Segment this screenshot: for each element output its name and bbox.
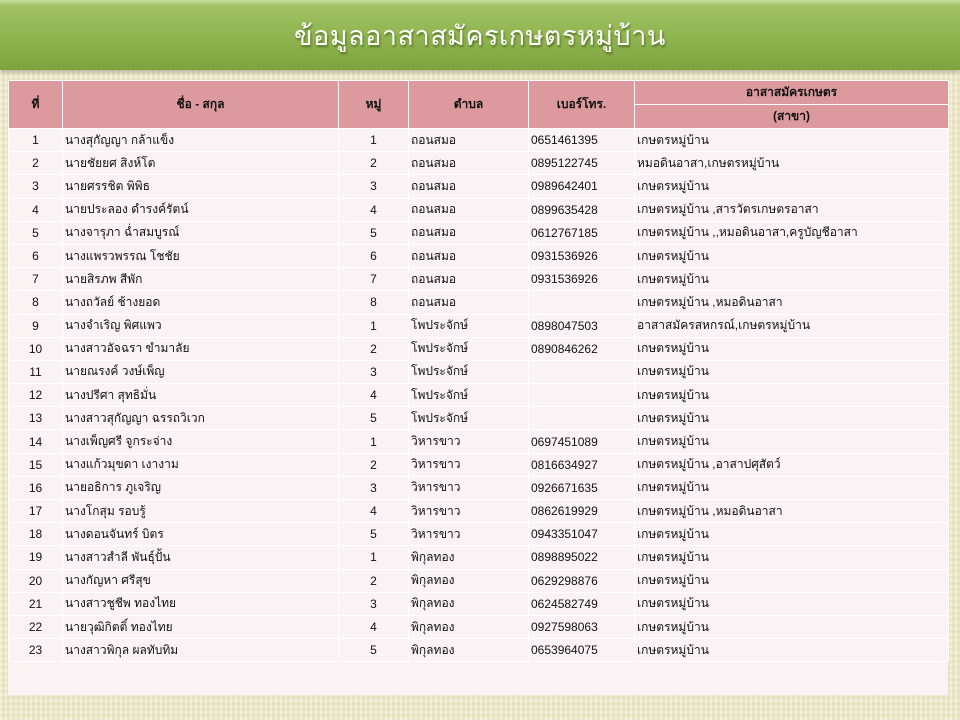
header-name: ชื่อ - สกุล [63, 81, 339, 129]
cell-branch: เกษตรหมู่บ้าน [635, 592, 949, 615]
cell-branch: เกษตรหมู่บ้าน [635, 523, 949, 546]
cell-subdistrict: ถอนสมอ [409, 221, 529, 244]
cell-branch: เกษตรหมู่บ้าน ,,หมอดินอาสา,ครูบัญชีอาสา [635, 221, 949, 244]
cell-no: 7 [9, 268, 63, 291]
cell-branch: เกษตรหมู่บ้าน ,หมอดินอาสา [635, 500, 949, 523]
table-row [9, 244, 949, 267]
cell-branch: เกษตรหมู่บ้าน [635, 268, 949, 291]
cell-phone [529, 384, 635, 407]
cell-no: 6 [9, 244, 63, 267]
table-row [9, 314, 949, 337]
cell-phone: 0612767185 [529, 221, 635, 244]
cell-phone: 0898047503 [529, 314, 635, 337]
cell-phone [529, 407, 635, 430]
title-banner [0, 0, 960, 70]
cell-village: 6 [339, 244, 409, 267]
cell-village: 3 [339, 476, 409, 499]
cell-name: นางจารุภา ฉ่ำสมบูรณ์ [63, 221, 339, 244]
cell-branch: เกษตรหมู่บ้าน [635, 476, 949, 499]
cell-name: นางสาวสำลี พันธุ์ปั้น [63, 546, 339, 569]
cell-subdistrict: ถอนสมอ [409, 129, 529, 152]
table-row [9, 152, 949, 175]
cell-subdistrict: ถอนสมอ [409, 268, 529, 291]
cell-branch: เกษตรหมู่บ้าน [635, 569, 949, 592]
table-row [9, 175, 949, 198]
cell-phone [529, 291, 635, 314]
cell-no: 22 [9, 615, 63, 638]
cell-name: นางสาวสุกัญญา ฉรรถวิเวก [63, 407, 339, 430]
cell-name: นายประลอง ดำรงค์รัตน์ [63, 198, 339, 221]
cell-phone: 0931536926 [529, 244, 635, 267]
table-row [9, 384, 949, 407]
cell-no: 8 [9, 291, 63, 314]
cell-phone: 0931536926 [529, 268, 635, 291]
cell-name: นางแก้วมุขดา เงางาม [63, 453, 339, 476]
cell-subdistrict: วิหารขาว [409, 453, 529, 476]
cell-branch: เกษตรหมู่บ้าน ,หมอดินอาสา [635, 291, 949, 314]
cell-subdistrict: ถอนสมอ [409, 291, 529, 314]
cell-village: 4 [339, 500, 409, 523]
cell-name: นางสาวชูชีพ ทองไทย [63, 592, 339, 615]
cell-subdistrict: พิกุลทอง [409, 592, 529, 615]
cell-name: นางสาวอัจฉรา ขำมาลัย [63, 337, 339, 360]
cell-no: 10 [9, 337, 63, 360]
table-row [9, 221, 949, 244]
cell-subdistrict: ถอนสมอ [409, 175, 529, 198]
cell-no: 9 [9, 314, 63, 337]
cell-no: 23 [9, 639, 63, 662]
cell-name: นางโกสุม รอบรู้ [63, 500, 339, 523]
cell-phone: 0926671635 [529, 476, 635, 499]
header-row [9, 81, 949, 105]
table-row [9, 500, 949, 523]
cell-name: นางแพรวพรรณ โชชัย [63, 244, 339, 267]
cell-no: 14 [9, 430, 63, 453]
cell-branch: เกษตรหมู่บ้าน [635, 639, 949, 662]
cell-branch: เกษตรหมู่บ้าน [635, 546, 949, 569]
cell-phone: 0816634927 [529, 453, 635, 476]
cell-branch: เกษตรหมู่บ้าน [635, 360, 949, 383]
cell-branch: หมอดินอาสา,เกษตรหมู่บ้าน [635, 152, 949, 175]
cell-subdistrict: ถอนสมอ [409, 198, 529, 221]
cell-branch: อาสาสมัครสหกรณ์,เกษตรหมู่บ้าน [635, 314, 949, 337]
table-row [9, 453, 949, 476]
cell-village: 3 [339, 592, 409, 615]
cell-village: 1 [339, 430, 409, 453]
table-row [9, 407, 949, 430]
header-no: ที่ [9, 81, 63, 129]
cell-village: 3 [339, 360, 409, 383]
cell-village: 7 [339, 268, 409, 291]
cell-village: 2 [339, 453, 409, 476]
cell-phone: 0943351047 [529, 523, 635, 546]
cell-no: 1 [9, 129, 63, 152]
table-row [9, 476, 949, 499]
header-phone: เบอร์โทร. [529, 81, 635, 129]
table-row [9, 430, 949, 453]
page-title: ข้อมูลอาสาสมัครเกษตรหมู่บ้าน [294, 20, 666, 52]
cell-phone: 0629298876 [529, 569, 635, 592]
cell-subdistrict: วิหารขาว [409, 476, 529, 499]
cell-branch: เกษตรหมู่บ้าน [635, 129, 949, 152]
cell-subdistrict: วิหารขาว [409, 523, 529, 546]
cell-no: 13 [9, 407, 63, 430]
header-branch: (สาขา) [635, 105, 949, 129]
table-row [9, 337, 949, 360]
cell-branch: เกษตรหมู่บ้าน ,อาสาปศุสัตว์ [635, 453, 949, 476]
cell-no: 3 [9, 175, 63, 198]
cell-village: 1 [339, 129, 409, 152]
cell-village: 2 [339, 152, 409, 175]
cell-phone: 0899635428 [529, 198, 635, 221]
cell-branch: เกษตรหมู่บ้าน [635, 615, 949, 638]
cell-name: นางดอนจันทร์ บิตร [63, 523, 339, 546]
cell-subdistrict: วิหารขาว [409, 430, 529, 453]
cell-phone: 0927598063 [529, 615, 635, 638]
table-row [9, 615, 949, 638]
header-village: หมู่ [339, 81, 409, 129]
cell-phone: 0624582749 [529, 592, 635, 615]
cell-name: นายศรรชิต พิพิธ [63, 175, 339, 198]
cell-phone: 0653964075 [529, 639, 635, 662]
table-row [9, 129, 949, 152]
cell-branch: เกษตรหมู่บ้าน ,สารวัตรเกษตรอาสา [635, 198, 949, 221]
cell-village: 4 [339, 384, 409, 407]
cell-name: นายวุฒิกิตติ์ ทองไทย [63, 615, 339, 638]
cell-subdistrict: ถอนสมอ [409, 152, 529, 175]
cell-village: 1 [339, 314, 409, 337]
header-subdistrict: ตำบล [409, 81, 529, 129]
cell-name: นายชัยยศ สิงห์โต [63, 152, 339, 175]
cell-subdistrict: โพประจักษ์ [409, 314, 529, 337]
cell-village: 1 [339, 546, 409, 569]
table-row [9, 198, 949, 221]
cell-village: 5 [339, 407, 409, 430]
cell-subdistrict: พิกุลทอง [409, 546, 529, 569]
table-row [9, 291, 949, 314]
header-volunteer: อาสาสมัครเกษตร [635, 81, 949, 105]
cell-no: 12 [9, 384, 63, 407]
cell-subdistrict: โพประจักษ์ [409, 407, 529, 430]
cell-village: 4 [339, 198, 409, 221]
cell-village: 5 [339, 639, 409, 662]
table-body [9, 129, 949, 662]
cell-phone: 0989642401 [529, 175, 635, 198]
cell-branch: เกษตรหมู่บ้าน [635, 244, 949, 267]
cell-branch: เกษตรหมู่บ้าน [635, 175, 949, 198]
table-row [9, 639, 949, 662]
cell-no: 18 [9, 523, 63, 546]
cell-subdistrict: โพประจักษ์ [409, 337, 529, 360]
table-row [9, 592, 949, 615]
cell-no: 2 [9, 152, 63, 175]
cell-name: นางสุกัญญา กล้าแข็ง [63, 129, 339, 152]
cell-subdistrict: พิกุลทอง [409, 639, 529, 662]
cell-name: นางสาวพิกุล ผลทับทิม [63, 639, 339, 662]
table-row [9, 268, 949, 291]
cell-subdistrict: โพประจักษ์ [409, 360, 529, 383]
table-row [9, 546, 949, 569]
cell-phone: 0651461395 [529, 129, 635, 152]
cell-name: นางปรีศา สุทธิมั่น [63, 384, 339, 407]
cell-subdistrict: พิกุลทอง [409, 615, 529, 638]
cell-name: นางกัญหา ศรีสุข [63, 569, 339, 592]
cell-branch: เกษตรหมู่บ้าน [635, 337, 949, 360]
cell-village: 3 [339, 175, 409, 198]
table-header [9, 81, 949, 129]
cell-name: นายสิรภพ สีพัก [63, 268, 339, 291]
cell-subdistrict: โพประจักษ์ [409, 384, 529, 407]
cell-no: 17 [9, 500, 63, 523]
cell-no: 11 [9, 360, 63, 383]
cell-phone [529, 360, 635, 383]
cell-phone: 0895122745 [529, 152, 635, 175]
cell-no: 16 [9, 476, 63, 499]
cell-village: 4 [339, 615, 409, 638]
cell-no: 19 [9, 546, 63, 569]
cell-name: นางถวัลย์ ช้างยอด [63, 291, 339, 314]
cell-name: นางจำเริญ พิศแพว [63, 314, 339, 337]
cell-village: 2 [339, 337, 409, 360]
cell-phone: 0898895022 [529, 546, 635, 569]
volunteer-table [8, 80, 949, 662]
cell-name: นายอธิการ ภูเจริญ [63, 476, 339, 499]
cell-no: 5 [9, 221, 63, 244]
cell-village: 8 [339, 291, 409, 314]
table-row [9, 569, 949, 592]
cell-no: 4 [9, 198, 63, 221]
cell-subdistrict: วิหารขาว [409, 500, 529, 523]
cell-branch: เกษตรหมู่บ้าน [635, 384, 949, 407]
volunteer-table-container [8, 80, 948, 695]
table-row [9, 523, 949, 546]
cell-phone: 0890846262 [529, 337, 635, 360]
cell-no: 20 [9, 569, 63, 592]
cell-branch: เกษตรหมู่บ้าน [635, 430, 949, 453]
cell-phone: 0862619929 [529, 500, 635, 523]
cell-no: 21 [9, 592, 63, 615]
cell-branch: เกษตรหมู่บ้าน [635, 407, 949, 430]
cell-subdistrict: พิกุลทอง [409, 569, 529, 592]
cell-village: 2 [339, 569, 409, 592]
cell-phone: 0697451089 [529, 430, 635, 453]
cell-name: นายณรงค์ วงษ์เพ็ญ [63, 360, 339, 383]
cell-no: 15 [9, 453, 63, 476]
cell-subdistrict: ถอนสมอ [409, 244, 529, 267]
cell-village: 5 [339, 523, 409, 546]
table-row [9, 360, 949, 383]
cell-name: นางเพ็ญศรี จูกระจ่าง [63, 430, 339, 453]
cell-village: 5 [339, 221, 409, 244]
